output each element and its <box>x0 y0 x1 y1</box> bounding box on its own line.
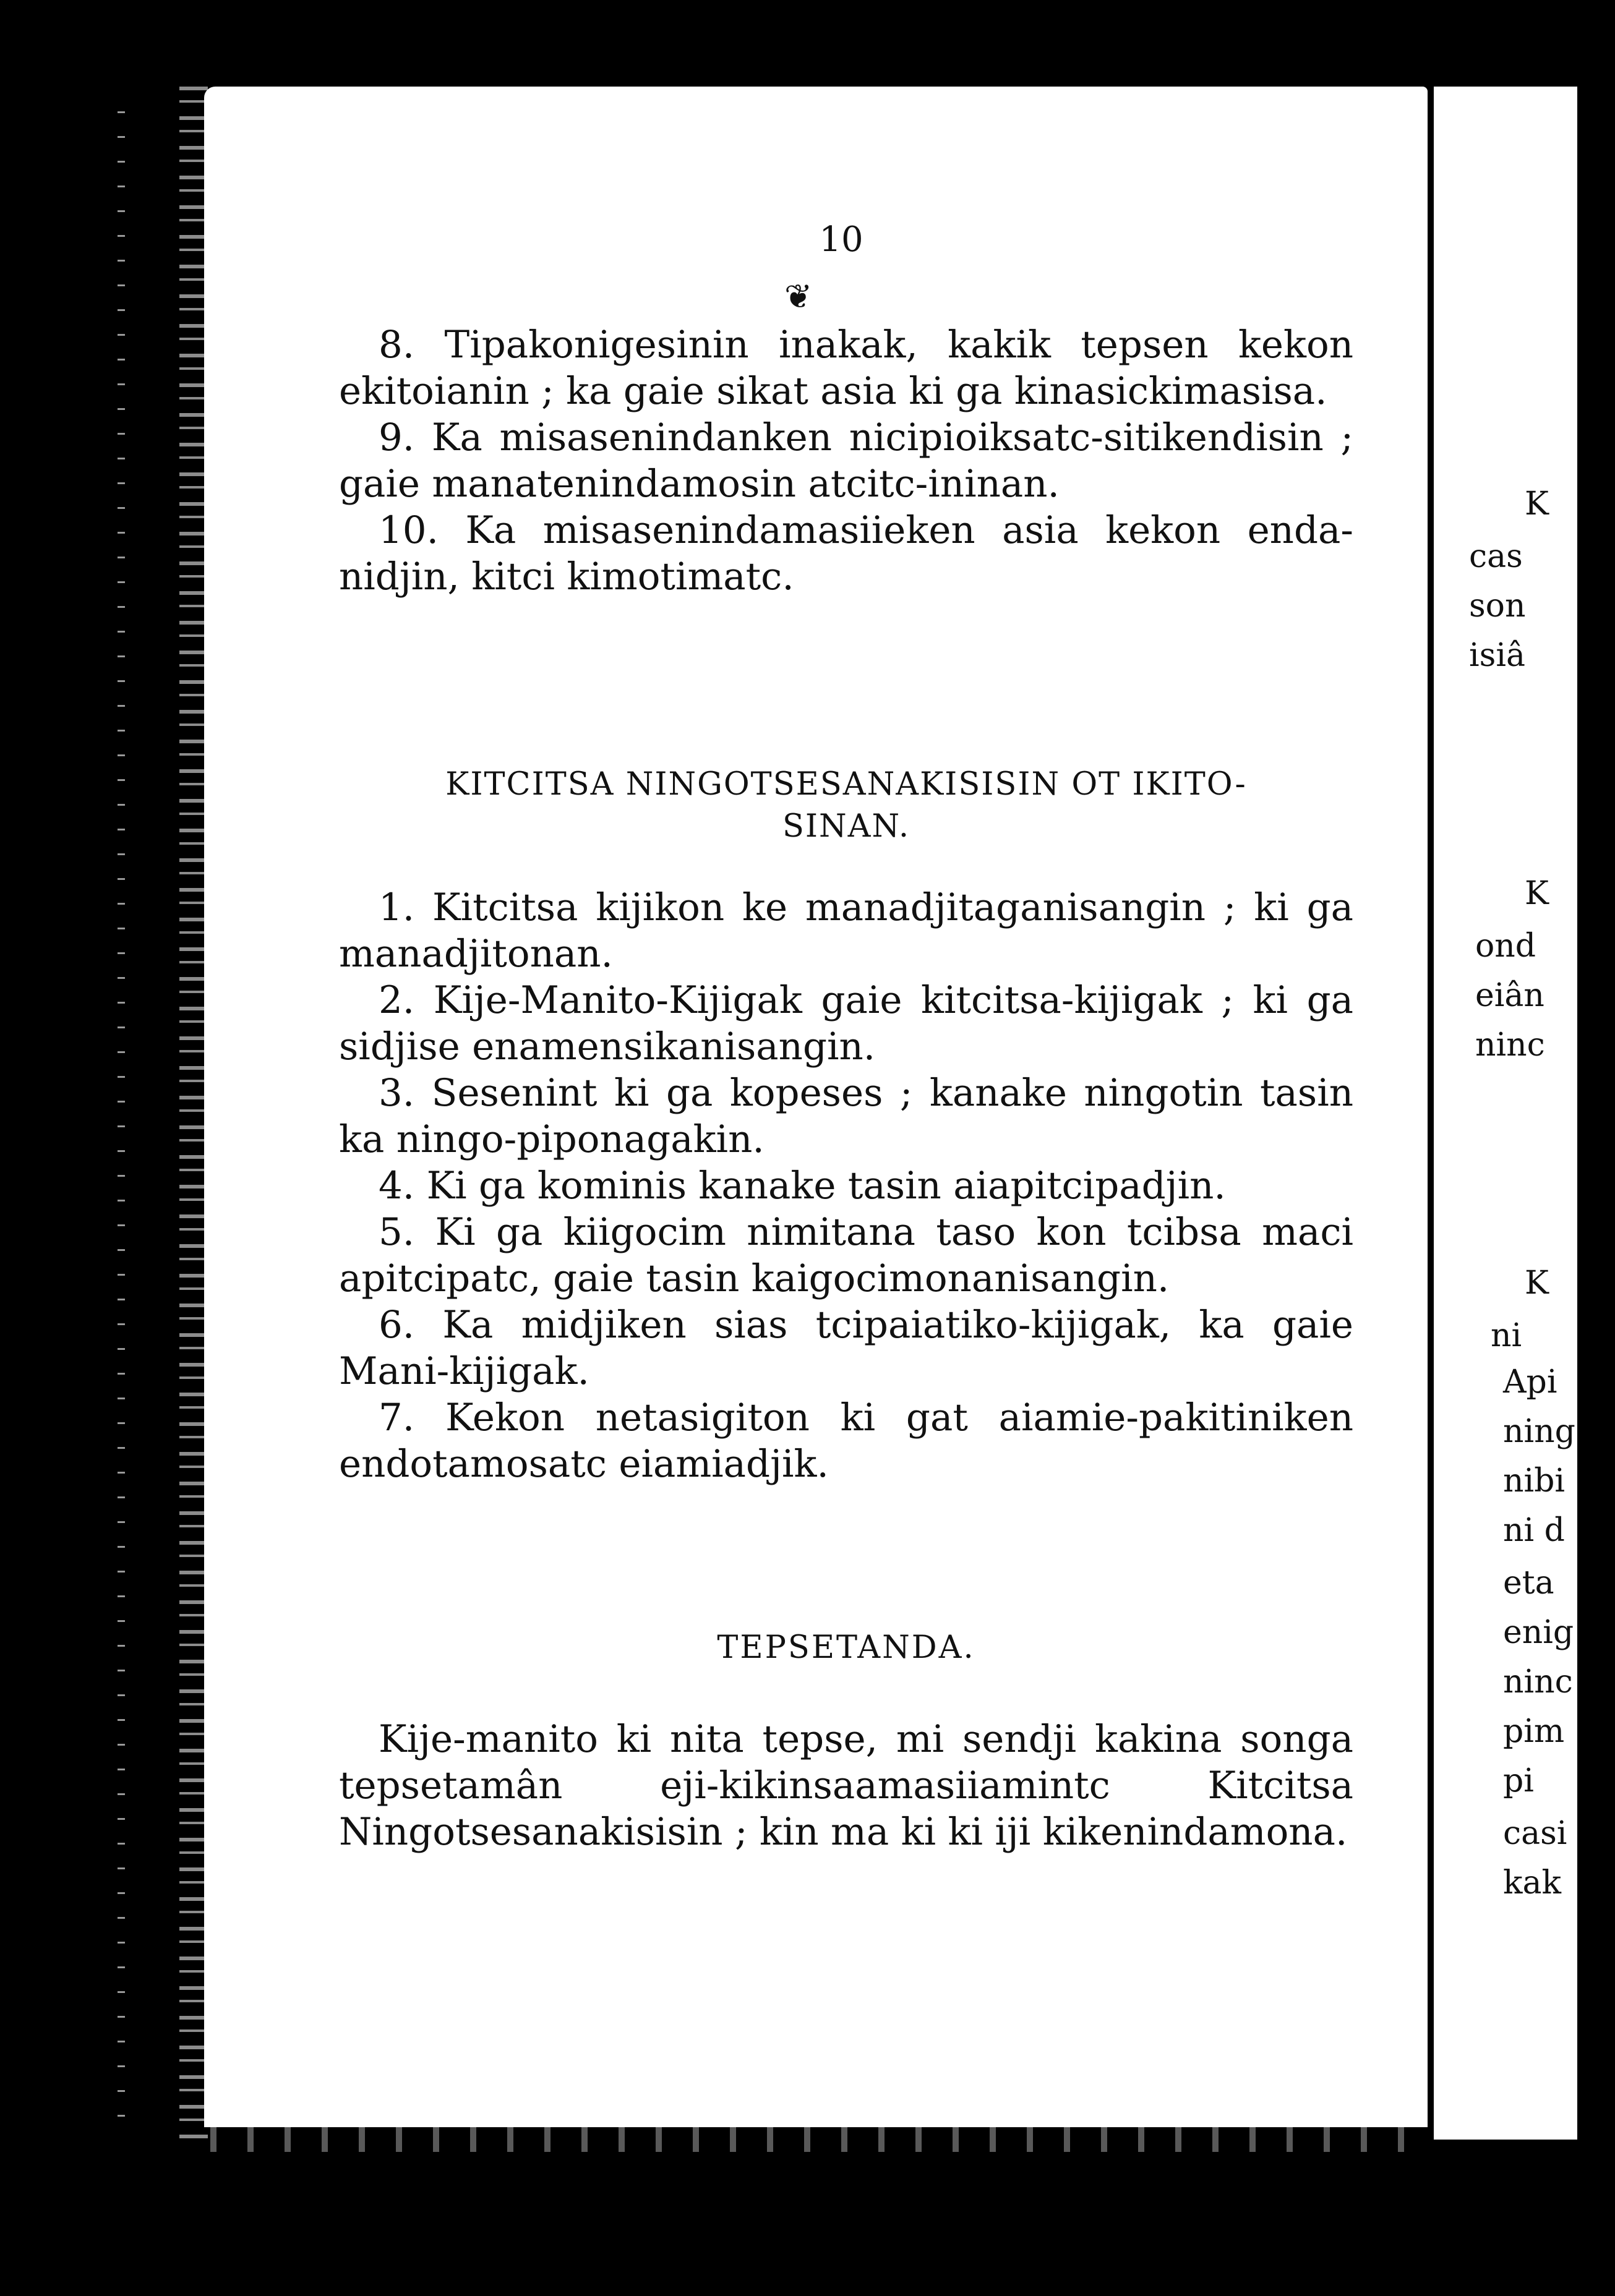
heading-line: SINAN. <box>782 808 910 845</box>
section-commandments <box>339 322 1353 600</box>
right-page-fragment: ni d <box>1503 1512 1565 1549</box>
right-page-fragment: ni <box>1491 1317 1522 1354</box>
right-page-fragment: kak <box>1503 1864 1562 1901</box>
right-page-fragment: Api <box>1503 1364 1557 1401</box>
heading-line: KITCITSA NINGOTSESANAKISISIN OT IKITO- <box>445 766 1247 803</box>
right-page-fragment: eiân <box>1475 977 1544 1014</box>
paragraph: 1. Kitcitsa kijikon ke manadjitaganisangin ; ki ga manadjitonan. <box>339 886 1353 976</box>
right-page-fragment: son <box>1469 587 1526 625</box>
section-prayer <box>339 1716 1353 1855</box>
right-page-fragment: enig <box>1503 1614 1574 1651</box>
right-page-fragment: eta <box>1503 1564 1554 1602</box>
paragraph: 4. Ki ga kominis kanake tasin aiapitcipadjin. <box>379 1164 1226 1208</box>
right-page-fragment: isiâ <box>1469 637 1525 674</box>
paragraph: 7. Kekon netasigiton ki gat aiamie-pakitiniken endotamosatc eiamiadjik. <box>339 1396 1353 1486</box>
right-page-fragment: ninc <box>1475 1026 1545 1064</box>
section-heading <box>339 764 1353 848</box>
right-page-fragment: cas <box>1469 538 1523 575</box>
right-page-fragment: ninc <box>1503 1663 1573 1701</box>
paragraph: 10. Ka misasenindamasiieken asia kekon endanidjin, kitci kimotimatc. <box>339 508 1353 599</box>
paragraph: 5. Ki ga kiigocim nimitana taso kon tcibsa maci apitcipatc, gaie tasin kaigocimonanisangin. <box>339 1210 1353 1300</box>
section-church-precepts <box>339 884 1353 1487</box>
right-page-fragment: pim <box>1503 1713 1565 1750</box>
right-page-fragment: K <box>1525 1265 1549 1302</box>
ornament-icon: ❦ <box>784 277 813 316</box>
right-page-fragment: K <box>1525 485 1549 523</box>
section-subheading: TEPSETANDA. <box>717 1629 975 1666</box>
page-bottom-edge <box>210 2127 1429 2152</box>
right-page-fragment: ond <box>1475 928 1536 965</box>
right-page-fragment: casi <box>1503 1815 1567 1852</box>
right-page-fragment: ning <box>1503 1413 1575 1450</box>
page-number: 10 <box>819 220 863 260</box>
right-page-fragment: nibi <box>1503 1462 1566 1500</box>
paragraph: 8. Tipakonigesinin inakak, kakik tepsen kekon ekitoianin ; ka gaie sikat asia ki ga kinasickimasisa. <box>339 323 1353 413</box>
paragraph: Kije-manito ki nita tepse, mi sendji kakina songa tepsetamân eji-kikinsaamasiiamintc Kitcitsa Ningotsesanakisisin ; kin ma ki ki iji kikenindamona. <box>339 1717 1353 1854</box>
binding-edge <box>118 111 125 2121</box>
paragraph: 3. Sesenint ki ga kopeses ; kanake ningotin tasin ka ningo-piponagakin. <box>339 1071 1353 1161</box>
right-page-fragment: K <box>1525 875 1549 912</box>
paragraph: 2. Kije-Manito-Kijigak gaie kitcitsa-kijigak ; ki ga sidjise enamensikanisangin. <box>339 978 1353 1069</box>
paragraph: 6. Ka midjiken sias tcipaiatiko-kijigak, ka gaie Mani-kijigak. <box>339 1303 1353 1393</box>
right-page-fragment: pi <box>1503 1762 1534 1799</box>
paragraph: 9. Ka misasenindanken nicipioiksatc-sitikendisin ; gaie manatenindamosin atcitc-ininan. <box>339 416 1353 506</box>
